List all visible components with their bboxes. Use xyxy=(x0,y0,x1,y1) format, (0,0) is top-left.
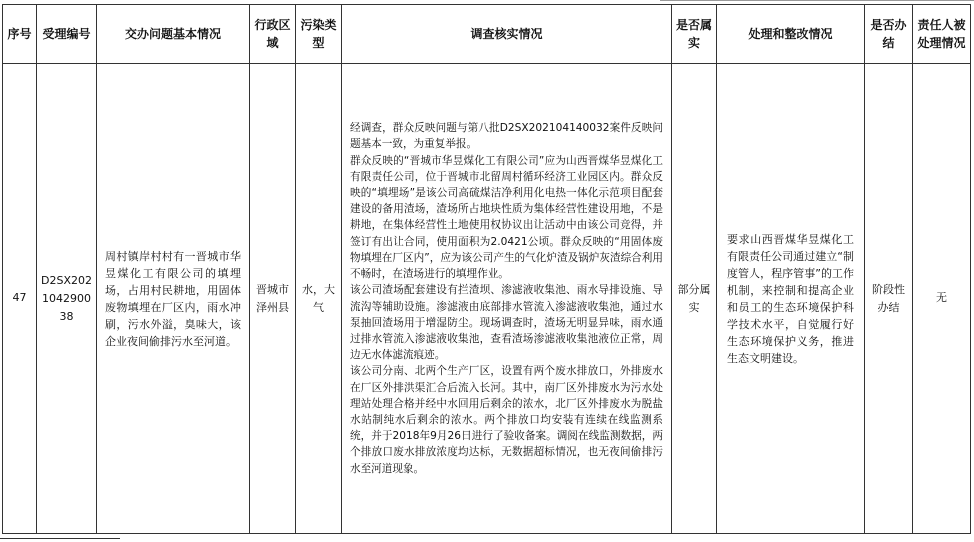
header-issue: 交办问题基本情况 xyxy=(97,5,250,64)
cell-pollution: 水，大气 xyxy=(296,64,342,534)
header-row xyxy=(3,5,971,64)
bottom-rule xyxy=(0,538,120,539)
survey-paragraph-3: 该公司渣场配套建设有拦渣坝、渗滤液收集池、雨水导排设施、导流沟等辅助设施。渗滤液由底部排水管流入渗滤液收集池，通过水泵抽回渣场用于增湿防尘。现场调查时，渣场无明显异味，雨水通过排水管流入渗滤液收集池，查看渣场渗滤液收集池液位正常，周边无水体滤流痕迹。 xyxy=(350,284,663,362)
cell-verified: 部分属实 xyxy=(672,64,717,534)
header-handling: 处理和整改情况 xyxy=(717,5,865,64)
cell-case-no: D2SX202104290038 xyxy=(37,64,97,534)
header-accountability: 责任人被处理情况 xyxy=(913,5,971,64)
cell-region: 晋城市泽州县 xyxy=(250,64,296,534)
cell-closed: 阶段性办结 xyxy=(865,64,913,534)
survey-paragraph-1: 经调查，群众反映问题与第八批D2SX202104140032案件反映问题基本一致，为重复举报。 xyxy=(350,122,663,151)
header-pollution: 污染类型 xyxy=(296,5,342,64)
cell-issue: 周村镇岸村村有一晋城市华昱煤化工有限公司的填埋场，占用村民耕地，用固体废物填埋在厂区内，雨水冲刷，污水外溢，臭味大，该企业夜间偷排污水至河道。 xyxy=(97,64,250,534)
case-table xyxy=(2,4,971,534)
header-survey: 调查核实情况 xyxy=(342,5,672,64)
header-seq: 序号 xyxy=(3,5,37,64)
header-closed: 是否办结 xyxy=(865,5,913,64)
survey-paragraph-4: 该公司分南、北两个生产厂区，设置有两个废水排放口，外排废水在厂区外排洪渠汇合后流入长河。其中，南厂区外排废水为污水处理站处理合格并经中水回用后剩余的浓水，北厂区外排废水为脱盐水站制纯水后剩余的浓水。两个排放口均安装有连续在线监测系统，并于2018年9月26日进行了验收备案。调阅在线监测数据，两个排放口废水排放浓度均达标，无数据超标情况，也无夜间偷排污水至河道现象。 xyxy=(350,365,663,475)
header-verified: 是否属实 xyxy=(672,5,717,64)
cell-accountability: 无 xyxy=(913,64,971,534)
table-row xyxy=(3,64,971,534)
header-case-no: 受理编号 xyxy=(37,5,97,64)
top-rule xyxy=(660,0,974,1)
cell-survey xyxy=(342,64,672,534)
cell-handling: 要求山西晋煤华昱煤化工有限责任公司通过建立“制度管人，程序管事”的工作机制，来控制和提高企业和员工的生态环境保护科学技术水平，自觉履行好生态环境保护义务，推进生态文明建设。 xyxy=(717,64,865,534)
survey-paragraph-2: 群众反映的“晋城市华昱煤化工有限公司”应为山西晋煤华昱煤化工有限责任公司，位于晋城市北留周村循环经济工业园区内。群众反映的“填埋场”是该公司高硫煤洁净利用化电热一体化示范项目配套建设的备用渣场，渣场所占地块性质为集体经营性建设用地，不是耕地，在集体经营性土地使用权协议出让活动中由该公司竞得，并签订有出让合同，使用面积为2.0421公顷。群众反映的“用固体废物填埋在厂区内”，应为该公司产生的气化炉渣及锅炉灰渣综合利用不畅时，在渣场进行的填埋作业。 xyxy=(350,154,663,281)
cell-seq: 47 xyxy=(3,64,37,534)
header-region: 行政区域 xyxy=(250,5,296,64)
